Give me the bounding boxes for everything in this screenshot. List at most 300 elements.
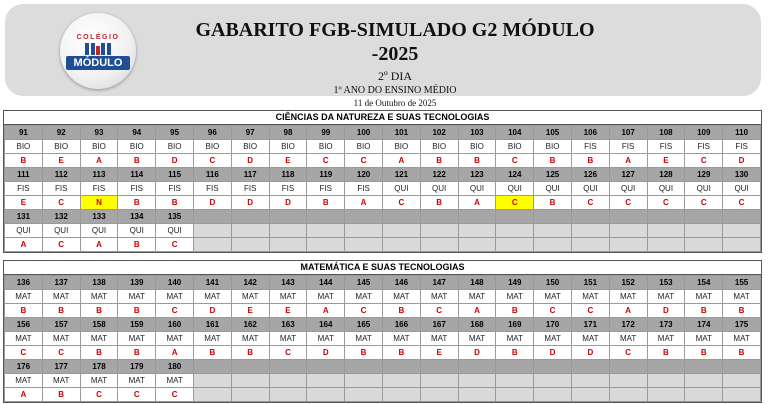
question-subject: MAT xyxy=(5,290,43,304)
section-title: MATEMÁTICA E SUAS TECNOLOGIAS xyxy=(4,261,761,275)
question-subject: MAT xyxy=(193,290,231,304)
empty-cell xyxy=(420,388,458,402)
answer-letter: B xyxy=(42,388,80,402)
empty-cell xyxy=(231,210,269,224)
answer-letter: C xyxy=(685,154,723,168)
answer-letter: A xyxy=(609,154,647,168)
question-number: 91 xyxy=(5,126,43,140)
answer-letter: A xyxy=(307,304,345,318)
empty-cell xyxy=(647,374,685,388)
question-subject: FIS xyxy=(345,182,383,196)
question-number: 155 xyxy=(723,276,761,290)
question-subject: MAT xyxy=(156,374,194,388)
question-subject: MAT xyxy=(382,332,420,346)
question-number: 124 xyxy=(496,168,534,182)
answer-letter: B xyxy=(723,304,761,318)
answer-letter: A xyxy=(80,154,118,168)
question-number: 105 xyxy=(534,126,572,140)
empty-cell xyxy=(609,210,647,224)
question-subject: BIO xyxy=(420,140,458,154)
row-subjects xyxy=(5,332,761,346)
empty-cell xyxy=(458,360,496,374)
question-subject: BIO xyxy=(193,140,231,154)
question-subject: BIO xyxy=(307,140,345,154)
question-number: 167 xyxy=(420,318,458,332)
empty-cell xyxy=(571,374,609,388)
empty-cell xyxy=(307,224,345,238)
question-subject: MAT xyxy=(42,290,80,304)
row-numbers xyxy=(5,276,761,290)
answer-letter: C xyxy=(420,304,458,318)
question-number: 173 xyxy=(647,318,685,332)
empty-cell xyxy=(231,388,269,402)
answer-letter: B xyxy=(723,346,761,360)
answer-letter: D xyxy=(571,346,609,360)
question-number: 96 xyxy=(193,126,231,140)
question-number: 130 xyxy=(723,168,761,182)
row-answers xyxy=(5,196,761,210)
question-number: 120 xyxy=(345,168,383,182)
question-number: 161 xyxy=(193,318,231,332)
question-subject: BIO xyxy=(5,140,43,154)
answer-letter: E xyxy=(420,346,458,360)
row-subjects xyxy=(5,224,761,238)
question-number: 113 xyxy=(80,168,118,182)
empty-cell xyxy=(458,374,496,388)
empty-cell xyxy=(685,374,723,388)
answer-letter: B xyxy=(647,346,685,360)
question-subject: MAT xyxy=(420,332,458,346)
question-subject: MAT xyxy=(382,290,420,304)
answer-letter: B xyxy=(5,154,43,168)
empty-cell xyxy=(382,388,420,402)
answer-letter: B xyxy=(496,346,534,360)
empty-cell xyxy=(269,360,307,374)
empty-cell xyxy=(609,238,647,252)
question-subject: FIS xyxy=(80,182,118,196)
question-number: 100 xyxy=(345,126,383,140)
answer-letter: E xyxy=(5,196,43,210)
question-number: 93 xyxy=(80,126,118,140)
empty-cell xyxy=(307,238,345,252)
answer-letter: A xyxy=(80,238,118,252)
question-number: 131 xyxy=(5,210,43,224)
empty-cell xyxy=(647,210,685,224)
empty-cell xyxy=(307,210,345,224)
question-number: 165 xyxy=(345,318,383,332)
school-logo xyxy=(60,13,136,89)
question-subject: BIO xyxy=(496,140,534,154)
answer-letter: A xyxy=(345,196,383,210)
row-answers xyxy=(5,304,761,318)
answer-letter: C xyxy=(345,304,383,318)
question-number: 138 xyxy=(80,276,118,290)
row-numbers xyxy=(5,210,761,224)
answer-letter: D xyxy=(231,196,269,210)
section-natural-sciences xyxy=(3,110,762,253)
answer-letter: D xyxy=(534,346,572,360)
question-subject: MAT xyxy=(496,290,534,304)
question-subject: QUI xyxy=(534,182,572,196)
question-number: 117 xyxy=(231,168,269,182)
question-subject: QUI xyxy=(647,182,685,196)
question-number: 169 xyxy=(496,318,534,332)
answer-letter: C xyxy=(42,346,80,360)
answer-letter: C xyxy=(156,388,194,402)
answer-letter: D xyxy=(307,346,345,360)
question-number: 97 xyxy=(231,126,269,140)
answer-letter: E xyxy=(42,154,80,168)
answer-letter: B xyxy=(345,346,383,360)
answer-letter: C xyxy=(496,196,534,210)
answer-letter: B xyxy=(685,304,723,318)
answer-letter: B xyxy=(382,346,420,360)
logo-mark-icon xyxy=(85,43,111,55)
row-numbers xyxy=(5,168,761,182)
answer-letter: D xyxy=(647,304,685,318)
empty-cell xyxy=(307,360,345,374)
exam-date: 11 de Outubro de 2025 xyxy=(353,98,437,108)
empty-cell xyxy=(609,374,647,388)
empty-cell xyxy=(534,388,572,402)
question-number: 110 xyxy=(723,126,761,140)
question-subject: FIS xyxy=(685,140,723,154)
question-subject: MAT xyxy=(609,332,647,346)
question-number: 168 xyxy=(458,318,496,332)
question-subject: MAT xyxy=(42,332,80,346)
empty-cell xyxy=(458,210,496,224)
question-number: 157 xyxy=(42,318,80,332)
empty-cell xyxy=(647,388,685,402)
answer-letter: C xyxy=(647,196,685,210)
question-subject: QUI xyxy=(156,224,194,238)
question-number: 170 xyxy=(534,318,572,332)
question-subject: FIS xyxy=(647,140,685,154)
question-subject: FIS xyxy=(118,182,156,196)
empty-cell xyxy=(382,238,420,252)
answer-letter: B xyxy=(80,346,118,360)
empty-cell xyxy=(647,238,685,252)
answer-letter: C xyxy=(42,196,80,210)
question-subject: FIS xyxy=(156,182,194,196)
question-number: 125 xyxy=(534,168,572,182)
title-block xyxy=(175,12,615,109)
question-subject: MAT xyxy=(269,332,307,346)
question-subject: MAT xyxy=(231,332,269,346)
question-subject: MAT xyxy=(5,332,43,346)
empty-cell xyxy=(685,224,723,238)
answer-letter: A xyxy=(382,154,420,168)
answer-letter: B xyxy=(118,196,156,210)
question-number: 154 xyxy=(685,276,723,290)
question-subject: MAT xyxy=(458,332,496,346)
empty-cell xyxy=(420,360,458,374)
question-subject: BIO xyxy=(382,140,420,154)
question-number: 166 xyxy=(382,318,420,332)
question-subject: FIS xyxy=(193,182,231,196)
answer-letter: B xyxy=(685,346,723,360)
question-number: 112 xyxy=(42,168,80,182)
question-subject: QUI xyxy=(571,182,609,196)
empty-cell xyxy=(345,210,383,224)
answer-letter: B xyxy=(420,154,458,168)
row-subjects xyxy=(5,182,761,196)
question-number: 129 xyxy=(685,168,723,182)
empty-cell xyxy=(231,374,269,388)
question-subject: BIO xyxy=(458,140,496,154)
question-subject: MAT xyxy=(118,290,156,304)
question-subject: MAT xyxy=(231,290,269,304)
empty-cell xyxy=(231,224,269,238)
question-subject: MAT xyxy=(496,332,534,346)
section-mathematics xyxy=(3,260,762,403)
answer-letter: B xyxy=(193,346,231,360)
answer-letter: C xyxy=(5,346,43,360)
question-number: 132 xyxy=(42,210,80,224)
row-answers xyxy=(5,154,761,168)
question-number: 172 xyxy=(609,318,647,332)
question-subject: MAT xyxy=(307,332,345,346)
row-subjects xyxy=(5,140,761,154)
answer-letter: A xyxy=(5,238,43,252)
question-subject: MAT xyxy=(156,332,194,346)
question-number: 121 xyxy=(382,168,420,182)
answer-letter: B xyxy=(118,154,156,168)
answer-letter: C xyxy=(193,154,231,168)
question-subject: MAT xyxy=(80,374,118,388)
question-number: 98 xyxy=(269,126,307,140)
question-number: 164 xyxy=(307,318,345,332)
empty-cell xyxy=(193,374,231,388)
answer-letter: C xyxy=(156,304,194,318)
answer-letter: A xyxy=(156,346,194,360)
empty-cell xyxy=(420,374,458,388)
empty-cell xyxy=(345,374,383,388)
answer-letter: D xyxy=(269,196,307,210)
question-number: 102 xyxy=(420,126,458,140)
empty-cell xyxy=(534,360,572,374)
answer-letter: D xyxy=(156,154,194,168)
answer-letter: D xyxy=(723,154,761,168)
empty-cell xyxy=(231,360,269,374)
answer-letter: B xyxy=(5,304,43,318)
answer-letter: C xyxy=(723,196,761,210)
answer-letter: C xyxy=(534,304,572,318)
answer-letter: B xyxy=(307,196,345,210)
empty-cell xyxy=(723,360,761,374)
question-subject: MAT xyxy=(118,374,156,388)
empty-cell xyxy=(458,238,496,252)
empty-cell xyxy=(571,360,609,374)
row-numbers xyxy=(5,126,761,140)
question-subject: QUI xyxy=(5,224,43,238)
empty-cell xyxy=(571,388,609,402)
empty-cell xyxy=(345,388,383,402)
empty-cell xyxy=(496,210,534,224)
page-title: GABARITO FGB-SIMULADO G2 MÓDULO -2025 xyxy=(195,19,595,65)
answer-letter: B xyxy=(420,196,458,210)
question-subject: QUI xyxy=(609,182,647,196)
question-number: 123 xyxy=(458,168,496,182)
empty-cell xyxy=(723,210,761,224)
answer-letter: A xyxy=(609,304,647,318)
empty-cell xyxy=(609,224,647,238)
empty-cell xyxy=(534,210,572,224)
row-numbers xyxy=(5,360,761,374)
empty-cell xyxy=(458,388,496,402)
answer-letter: B xyxy=(42,304,80,318)
question-subject: FIS xyxy=(609,140,647,154)
empty-cell xyxy=(534,238,572,252)
answer-letter: C xyxy=(42,238,80,252)
question-subject: MAT xyxy=(42,374,80,388)
question-subject: MAT xyxy=(5,374,43,388)
question-number: 114 xyxy=(118,168,156,182)
empty-cell xyxy=(723,388,761,402)
question-number: 147 xyxy=(420,276,458,290)
row-subjects xyxy=(5,374,761,388)
row-answers xyxy=(5,346,761,360)
question-subject: QUI xyxy=(420,182,458,196)
question-subject: QUI xyxy=(496,182,534,196)
empty-cell xyxy=(571,238,609,252)
answer-letter: D xyxy=(193,304,231,318)
answer-grid xyxy=(4,125,761,252)
question-number: 179 xyxy=(118,360,156,374)
question-number: 148 xyxy=(458,276,496,290)
empty-cell xyxy=(458,224,496,238)
question-subject: MAT xyxy=(156,290,194,304)
question-subject: MAT xyxy=(571,332,609,346)
question-subject: FIS xyxy=(231,182,269,196)
empty-cell xyxy=(723,224,761,238)
question-subject: MAT xyxy=(647,290,685,304)
question-number: 142 xyxy=(231,276,269,290)
question-subject: MAT xyxy=(723,332,761,346)
question-subject: FIS xyxy=(5,182,43,196)
question-number: 158 xyxy=(80,318,118,332)
answer-letter: B xyxy=(458,154,496,168)
empty-cell xyxy=(420,210,458,224)
question-subject: BIO xyxy=(80,140,118,154)
question-subject: MAT xyxy=(345,290,383,304)
section-title: CIÊNCIAS DA NATUREZA E SUAS TECNOLOGIAS xyxy=(4,111,761,125)
empty-cell xyxy=(382,374,420,388)
question-number: 162 xyxy=(231,318,269,332)
answer-letter: B xyxy=(231,346,269,360)
empty-cell xyxy=(345,238,383,252)
question-number: 133 xyxy=(80,210,118,224)
answer-letter: E xyxy=(269,304,307,318)
answer-letter: B xyxy=(118,346,156,360)
empty-cell xyxy=(382,360,420,374)
question-number: 101 xyxy=(382,126,420,140)
answer-grid xyxy=(4,275,761,402)
empty-cell xyxy=(193,238,231,252)
empty-cell xyxy=(723,374,761,388)
empty-cell xyxy=(269,210,307,224)
empty-cell xyxy=(420,224,458,238)
question-subject: QUI xyxy=(382,182,420,196)
answer-letter: C xyxy=(685,196,723,210)
answer-letter: B xyxy=(156,196,194,210)
empty-cell xyxy=(496,224,534,238)
question-number: 152 xyxy=(609,276,647,290)
answer-letter: B xyxy=(118,304,156,318)
question-subject: MAT xyxy=(534,290,572,304)
question-subject: FIS xyxy=(307,182,345,196)
empty-cell xyxy=(534,374,572,388)
empty-cell xyxy=(382,210,420,224)
empty-cell xyxy=(609,360,647,374)
row-numbers xyxy=(5,318,761,332)
question-number: 99 xyxy=(307,126,345,140)
question-subject: QUI xyxy=(723,182,761,196)
question-subject: BIO xyxy=(534,140,572,154)
answer-letter: C xyxy=(609,346,647,360)
question-number: 118 xyxy=(269,168,307,182)
question-number: 178 xyxy=(80,360,118,374)
question-subject: FIS xyxy=(269,182,307,196)
empty-cell xyxy=(496,238,534,252)
question-subject: MAT xyxy=(723,290,761,304)
answer-letter: D xyxy=(193,196,231,210)
empty-cell xyxy=(193,360,231,374)
empty-cell xyxy=(269,388,307,402)
empty-cell xyxy=(193,210,231,224)
question-number: 144 xyxy=(307,276,345,290)
question-subject: FIS xyxy=(42,182,80,196)
question-number: 140 xyxy=(156,276,194,290)
row-subjects xyxy=(5,290,761,304)
question-number: 119 xyxy=(307,168,345,182)
empty-cell xyxy=(307,388,345,402)
empty-cell xyxy=(647,360,685,374)
question-number: 137 xyxy=(42,276,80,290)
question-number: 109 xyxy=(685,126,723,140)
question-subject: MAT xyxy=(571,290,609,304)
question-subject: MAT xyxy=(420,290,458,304)
question-number: 176 xyxy=(5,360,43,374)
answer-letter: A xyxy=(458,304,496,318)
question-subject: FIS xyxy=(723,140,761,154)
answer-letter: B xyxy=(80,304,118,318)
question-number: 171 xyxy=(571,318,609,332)
empty-cell xyxy=(571,210,609,224)
question-number: 116 xyxy=(193,168,231,182)
empty-cell xyxy=(420,238,458,252)
question-subject: MAT xyxy=(307,290,345,304)
answer-letter: B xyxy=(496,304,534,318)
empty-cell xyxy=(193,388,231,402)
question-number: 106 xyxy=(571,126,609,140)
question-number: 107 xyxy=(609,126,647,140)
question-number: 122 xyxy=(420,168,458,182)
empty-cell xyxy=(685,388,723,402)
empty-cell xyxy=(193,224,231,238)
question-number: 149 xyxy=(496,276,534,290)
empty-cell xyxy=(269,374,307,388)
question-subject: MAT xyxy=(118,332,156,346)
question-subject: QUI xyxy=(42,224,80,238)
question-number: 175 xyxy=(723,318,761,332)
question-subject: MAT xyxy=(647,332,685,346)
answer-letter: C xyxy=(571,304,609,318)
question-number: 143 xyxy=(269,276,307,290)
question-subject: BIO xyxy=(345,140,383,154)
grade-level: 1º ANO DO ENSINO MÉDIO xyxy=(333,85,457,96)
question-number: 103 xyxy=(458,126,496,140)
